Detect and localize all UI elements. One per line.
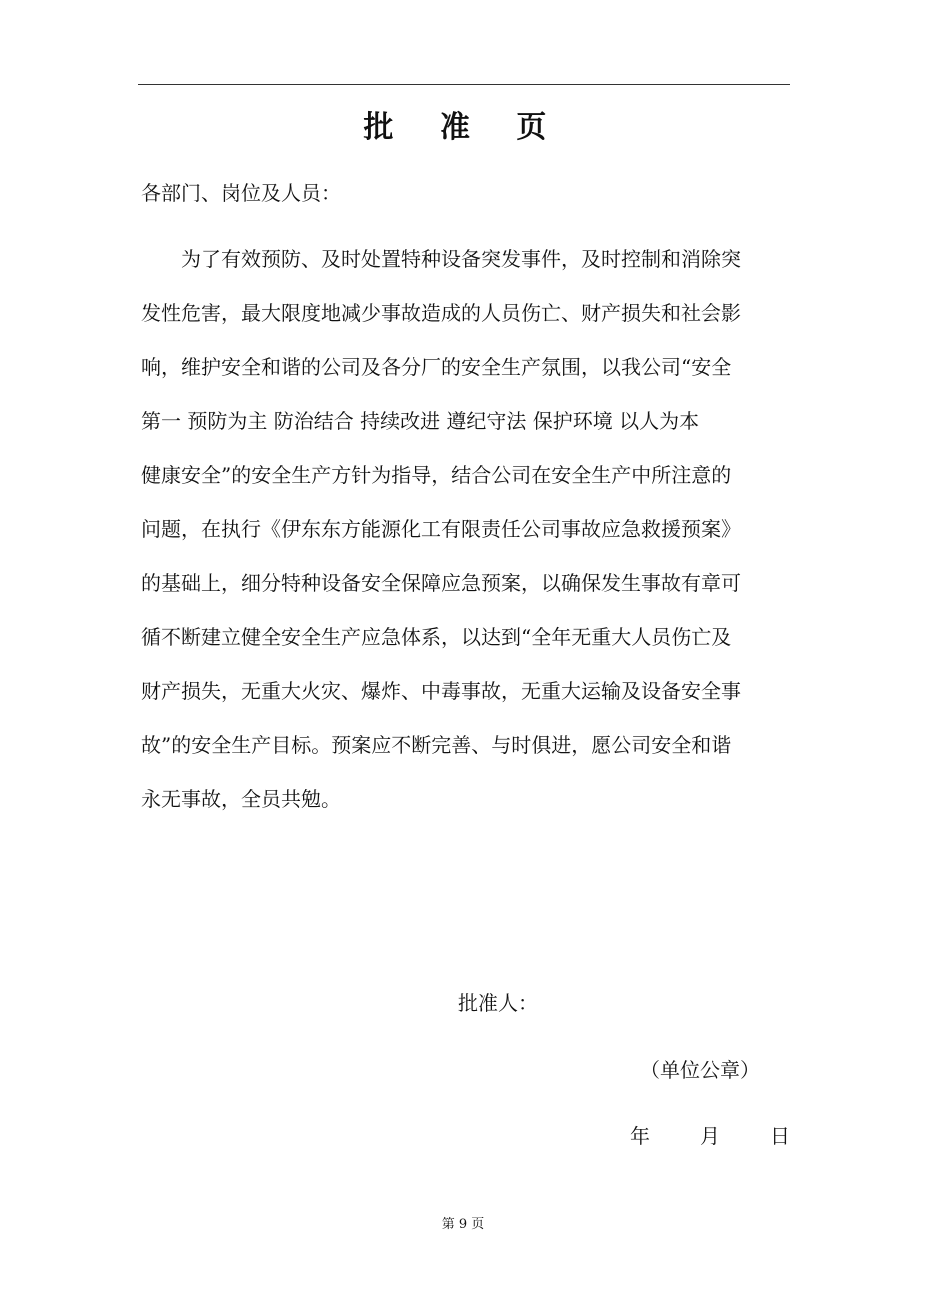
body-line: 财产损失，无重大火灾、爆炸、中毒事故，无重大运输及设备安全事	[141, 679, 741, 703]
salutation: 各部门、岗位及人员：	[141, 181, 341, 205]
body-paragraph	[141, 241, 793, 835]
body-line: 发性危害，最大限度地减少事故造成的人员伤亡、财产损失和社会影	[141, 301, 741, 325]
body-line: 故”的安全生产目标。预案应不断完善、与时俱进，愿公司安全和谐	[141, 733, 732, 757]
date-line	[630, 1118, 790, 1154]
body-line: 健康安全”的安全生产方针为指导，结合公司在安全生产中所注意的	[141, 463, 732, 487]
date-day: 日	[770, 1124, 790, 1148]
header-rule	[138, 84, 790, 85]
body-line: 响，维护安全和谐的公司及各分厂的安全生产氛围，以我公司“安全	[141, 355, 732, 379]
date-month: 月	[700, 1124, 720, 1148]
body-line: 问题，在执行《伊东东方能源化工有限责任公司事故应急救援预案》	[141, 517, 741, 541]
body-line: 的基础上，细分特种设备安全保障应急预案，以确保发生事故有章可	[141, 571, 741, 595]
body-line: 第一 预防为主 防治结合 持续改进 遵纪守法 保护环境 以人为本	[141, 409, 700, 433]
approver-label: 批准人：	[458, 991, 538, 1015]
body-line: 循不断建立健全安全生产应急体系，以达到“全年无重大人员伤亡及	[141, 625, 732, 649]
body-line: 为了有效预防、及时处置特种设备突发事件，及时控制和消除突	[141, 247, 741, 271]
body-line: 永无事故，全员共勉。	[141, 787, 341, 811]
date-year: 年	[630, 1124, 650, 1148]
page-title: 批 准 页	[363, 110, 565, 145]
page-number: 第 9 页	[441, 1217, 485, 1232]
seal-label: （单位公章）	[640, 1058, 760, 1082]
